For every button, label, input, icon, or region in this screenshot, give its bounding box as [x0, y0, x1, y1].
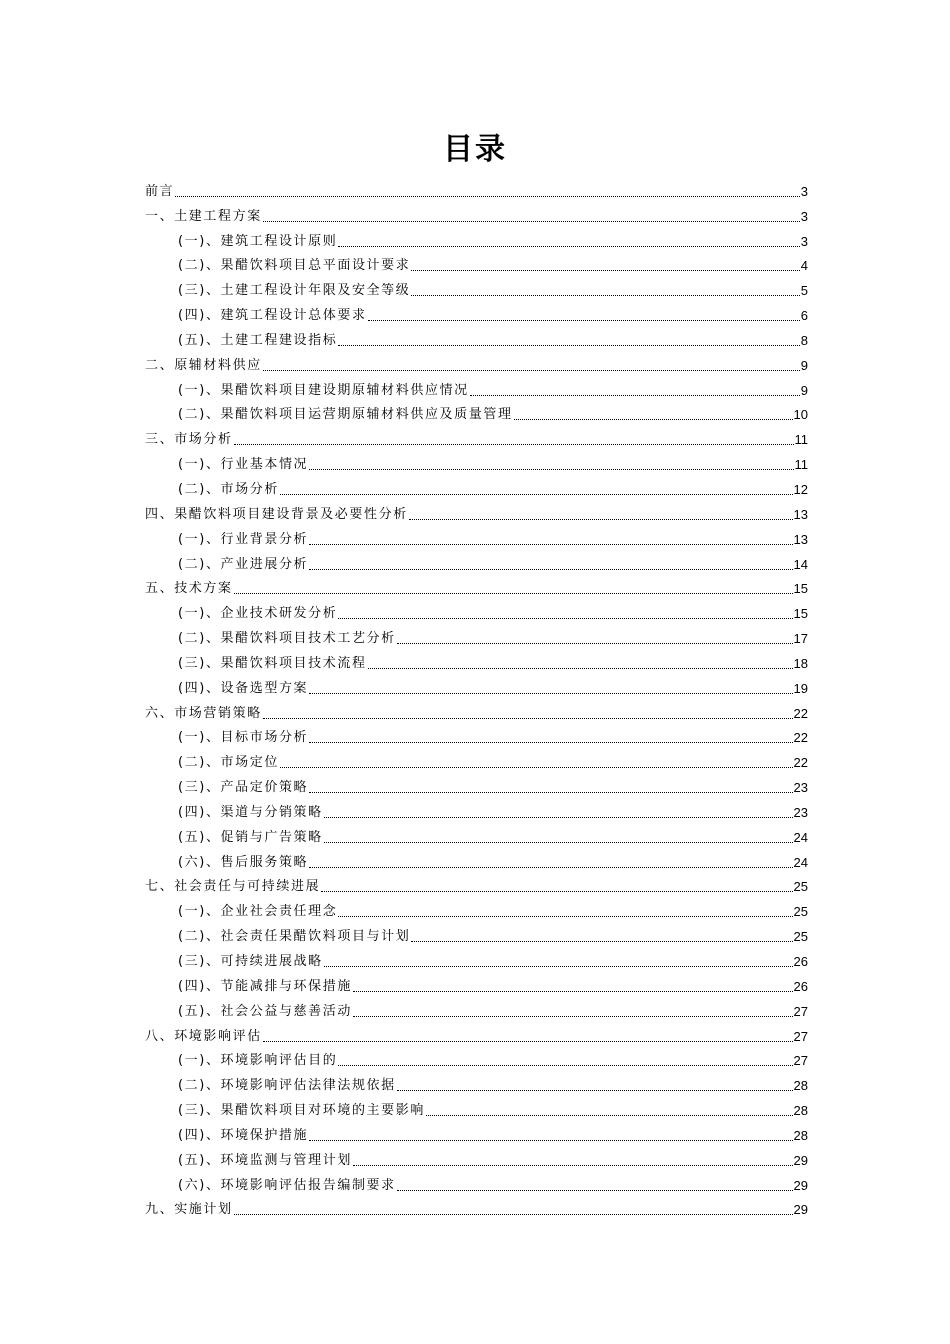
toc-entry-chapter[interactable] [145, 175, 808, 200]
toc-entry-text: (三)、产品定价策略 [178, 780, 309, 796]
toc-entry-page-number: 29 [793, 1152, 808, 1168]
toc-entry-page-number: 6 [800, 308, 808, 324]
toc-entry-page-number: 13 [793, 531, 808, 547]
toc-entry-page-number: 29 [793, 1202, 808, 1218]
toc-dot-leader [368, 668, 793, 669]
toc-entry-section[interactable] [145, 324, 808, 349]
toc-dot-leader [321, 891, 792, 892]
toc-entry-section[interactable] [145, 796, 808, 821]
toc-entry-text: (四)、环境保护措施 [178, 1127, 309, 1143]
toc-dot-leader [309, 544, 792, 545]
toc-entry-chapter[interactable] [145, 498, 808, 523]
toc-entry-text: (一)、企业社会责任理念 [178, 904, 338, 920]
toc-entry-page-number: 15 [793, 606, 808, 622]
toc-entry-text: (一)、企业技术研发分析 [178, 606, 338, 622]
toc-entry-page-number: 28 [793, 1103, 808, 1119]
toc-entry-page-number: 3 [800, 183, 808, 199]
toc-entry-section[interactable] [145, 597, 808, 622]
toc-dot-leader [397, 1190, 793, 1191]
toc-dot-leader [309, 792, 792, 793]
toc-entry-chapter[interactable] [145, 697, 808, 722]
toc-entry-text: (一)、果醋饮料项目建设期原辅材料供应情况 [178, 382, 469, 398]
toc-entry-section[interactable] [145, 473, 808, 498]
toc-entry-page-number: 17 [793, 631, 808, 647]
toc-dot-leader [353, 991, 793, 992]
toc-dot-leader [470, 395, 800, 396]
toc-entry-section[interactable] [145, 945, 808, 970]
toc-dot-leader [411, 295, 799, 296]
toc-entry-page-number: 25 [793, 879, 808, 895]
toc-entry-section[interactable] [145, 995, 808, 1020]
toc-dot-leader [175, 196, 800, 197]
toc-entry-page-number: 15 [793, 581, 808, 597]
toc-entry-text: 九、实施计划 [145, 1202, 233, 1218]
toc-entry-section[interactable] [145, 920, 808, 945]
toc-entry-section[interactable] [145, 771, 808, 796]
toc-entry-text: 前言 [145, 183, 175, 199]
toc-entry-text: (六)、环境影响评估报告编制要求 [178, 1177, 396, 1193]
toc-entry-text: 五、技术方案 [145, 581, 233, 597]
toc-entry-page-number: 3 [800, 208, 808, 224]
toc-dot-leader [368, 320, 800, 321]
toc-entry-section[interactable] [145, 225, 808, 250]
toc-dot-leader [353, 1016, 793, 1017]
toc-entry-page-number: 5 [800, 283, 808, 299]
toc-entry-chapter[interactable] [145, 200, 808, 225]
toc-entry-text: 三、市场分析 [145, 432, 233, 448]
toc-entry-chapter[interactable] [145, 1020, 808, 1045]
toc-entry-text: (五)、社会公益与慈善活动 [178, 1003, 352, 1019]
toc-entry-page-number: 29 [793, 1177, 808, 1193]
toc-entry-text: (三)、果醋饮料项目对环境的主要影响 [178, 1103, 425, 1119]
toc-entry-text: (三)、土建工程设计年限及安全等级 [178, 283, 411, 299]
toc-entry-page-number: 22 [793, 730, 808, 746]
toc-entry-text: (四)、建筑工程设计总体要求 [178, 308, 367, 324]
toc-entry-section[interactable] [145, 1094, 808, 1119]
toc-entry-text: (二)、社会责任果醋饮料项目与计划 [178, 929, 411, 945]
toc-entry-text: (二)、产业进展分析 [178, 556, 309, 572]
toc-entry-text: (五)、环境监测与管理计划 [178, 1152, 352, 1168]
toc-entry-page-number: 13 [793, 506, 808, 522]
toc-entry-page-number: 23 [793, 780, 808, 796]
toc-entry-text: (三)、可持续进展战略 [178, 954, 323, 969]
toc-dot-leader [263, 221, 800, 222]
toc-entry-page-number: 27 [793, 1003, 808, 1019]
toc-entry-page-number: 14 [793, 556, 808, 572]
toc-entry-page-number: 18 [793, 655, 808, 671]
toc-entry-page-number: 23 [793, 804, 808, 820]
toc-entry-page-number: 12 [793, 481, 808, 497]
toc-entry-section[interactable] [145, 821, 808, 846]
toc-dot-leader [411, 270, 799, 271]
toc-entry-text: (四)、节能减排与环保措施 [178, 978, 352, 994]
toc-entry-page-number: 10 [793, 407, 808, 423]
toc-entry-text: 二、原辅材料供应 [145, 357, 262, 373]
toc-entry-section[interactable] [145, 746, 808, 771]
toc-dot-leader [309, 569, 792, 570]
toc-entry-text: (四)、渠道与分销策略 [178, 804, 323, 820]
toc-entry-section[interactable] [145, 399, 808, 424]
toc-entry-chapter[interactable] [145, 349, 808, 374]
toc-entry-text: 八、环境影响评估 [145, 1028, 262, 1044]
toc-entry-text: (一)、建筑工程设计原则 [178, 233, 338, 249]
toc-entry-page-number: 28 [793, 1127, 808, 1143]
toc-dot-leader [263, 718, 793, 719]
toc-entry-page-number: 26 [793, 978, 808, 994]
toc-entry-section[interactable] [145, 672, 808, 697]
toc-entry-page-number: 27 [793, 1028, 808, 1044]
toc-entry-text: (二)、果醋饮料项目总平面设计要求 [178, 258, 411, 274]
toc-entry-text: (一)、行业基本情况 [178, 457, 309, 473]
toc-entry-text: (六)、售后服务策略 [178, 854, 309, 870]
toc-entry-chapter[interactable] [145, 573, 808, 598]
toc-dot-leader [409, 519, 793, 520]
toc-entry-page-number: 25 [793, 929, 808, 945]
toc-entry-page-number: 22 [793, 705, 808, 721]
toc-entry-text: (二)、市场分析 [178, 481, 279, 497]
toc-dot-leader [280, 494, 793, 495]
toc-entry-section[interactable] [145, 548, 808, 573]
toc-entry-section[interactable] [145, 374, 808, 399]
toc-dot-leader [411, 941, 792, 942]
toc-dot-leader [324, 842, 793, 843]
toc-dot-leader [234, 1214, 793, 1215]
toc-dot-leader [338, 618, 792, 619]
toc-entry-text: 一、土建工程方案 [145, 208, 262, 224]
toc-entry-text: (五)、土建工程建设指标 [178, 332, 338, 348]
toc-entry-section[interactable] [145, 1069, 808, 1094]
toc-entry-text: (一)、环境影响评估目的 [178, 1053, 338, 1069]
toc-dot-leader [338, 246, 799, 247]
toc-entry-text: (二)、市场定位 [178, 755, 279, 771]
toc-entry-page-number: 22 [793, 755, 808, 771]
toc-dot-leader [234, 444, 794, 445]
toc-entry-text: 六、市场营销策略 [145, 705, 262, 721]
toc-entry-section[interactable] [145, 1144, 808, 1169]
toc-entry-text: (四)、设备选型方案 [178, 680, 309, 696]
toc-entry-page-number: 28 [793, 1078, 808, 1094]
toc-entry-page-number: 25 [793, 904, 808, 920]
toc-title: 目录 [443, 132, 507, 167]
toc-entry-page-number: 19 [793, 680, 808, 696]
toc-entry-chapter[interactable] [145, 423, 808, 448]
toc-dot-leader [280, 767, 793, 768]
toc-entry-section[interactable] [145, 299, 808, 324]
toc-entry-text: (一)、目标市场分析 [178, 730, 309, 746]
toc-entry-text: (五)、促销与广告策略 [178, 829, 323, 845]
toc-entry-page-number: 3 [800, 233, 808, 249]
toc-dot-leader [353, 1165, 793, 1166]
toc-entry-page-number: 11 [794, 432, 808, 448]
toc-entry-section[interactable] [145, 523, 808, 548]
toc-entry-section[interactable] [145, 250, 808, 275]
toc-dot-leader [263, 370, 800, 371]
toc-entry-section[interactable] [145, 1045, 808, 1070]
toc-entry-page-number: 4 [800, 258, 808, 274]
toc-entry-section[interactable] [145, 274, 808, 299]
toc-entry-section[interactable] [145, 647, 808, 672]
toc-entry-chapter[interactable] [145, 871, 808, 896]
toc-entry-chapter[interactable] [145, 1194, 808, 1219]
toc-dot-leader [338, 916, 792, 917]
toc-dot-leader [426, 1115, 793, 1116]
toc-dot-leader [309, 867, 792, 868]
toc-entry-text: (二)、果醋饮料项目技术工艺分析 [178, 631, 396, 647]
toc-entry-section[interactable] [145, 1119, 808, 1144]
toc-dot-leader [397, 1090, 793, 1091]
toc-entry-section[interactable] [145, 622, 808, 647]
toc-entry-page-number: 9 [800, 357, 808, 373]
toc-entry-page-number: 9 [800, 382, 808, 398]
toc-dot-leader [338, 1065, 792, 1066]
toc-entry-page-number: 24 [793, 854, 808, 870]
toc-dot-leader [397, 643, 793, 644]
toc-dot-leader [514, 419, 793, 420]
toc-entry-section[interactable] [145, 970, 808, 995]
toc-entry-section[interactable] [145, 448, 808, 473]
toc-entry-text: (二)、环境影响评估法律法规依据 [178, 1078, 396, 1094]
toc-entry-section[interactable] [145, 846, 808, 871]
toc-dot-leader [234, 593, 793, 594]
toc-dot-leader [324, 817, 793, 818]
toc-dot-leader [309, 742, 792, 743]
toc-entry-page-number: 24 [793, 829, 808, 845]
toc-entry-page-number: 11 [794, 457, 808, 473]
toc-entry-text: (三)、果醋饮料项目技术流程 [178, 655, 367, 671]
toc-entry-page-number: 26 [793, 954, 808, 969]
toc-entry-text: 四、果醋饮料项目建设背景及必要性分析 [145, 506, 408, 522]
toc-dot-leader [309, 693, 792, 694]
toc-entry-section[interactable] [145, 1169, 808, 1194]
toc-dot-leader [338, 345, 799, 346]
toc-dot-leader [263, 1041, 793, 1042]
toc-entry-section[interactable] [145, 722, 808, 747]
toc-entry-page-number: 8 [800, 332, 808, 348]
toc-entry-page-number: 27 [793, 1053, 808, 1069]
toc-dot-leader [309, 1140, 792, 1141]
toc-entry-text: (一)、行业背景分析 [178, 531, 309, 547]
toc-dot-leader [324, 966, 793, 967]
toc-entry-text: 七、社会责任与可持续进展 [145, 879, 321, 895]
toc-list [145, 175, 808, 1218]
toc-dot-leader [309, 469, 793, 470]
toc-entry-section[interactable] [145, 895, 808, 920]
toc-entry-text: (二)、果醋饮料项目运营期原辅材料供应及质量管理 [178, 407, 513, 423]
